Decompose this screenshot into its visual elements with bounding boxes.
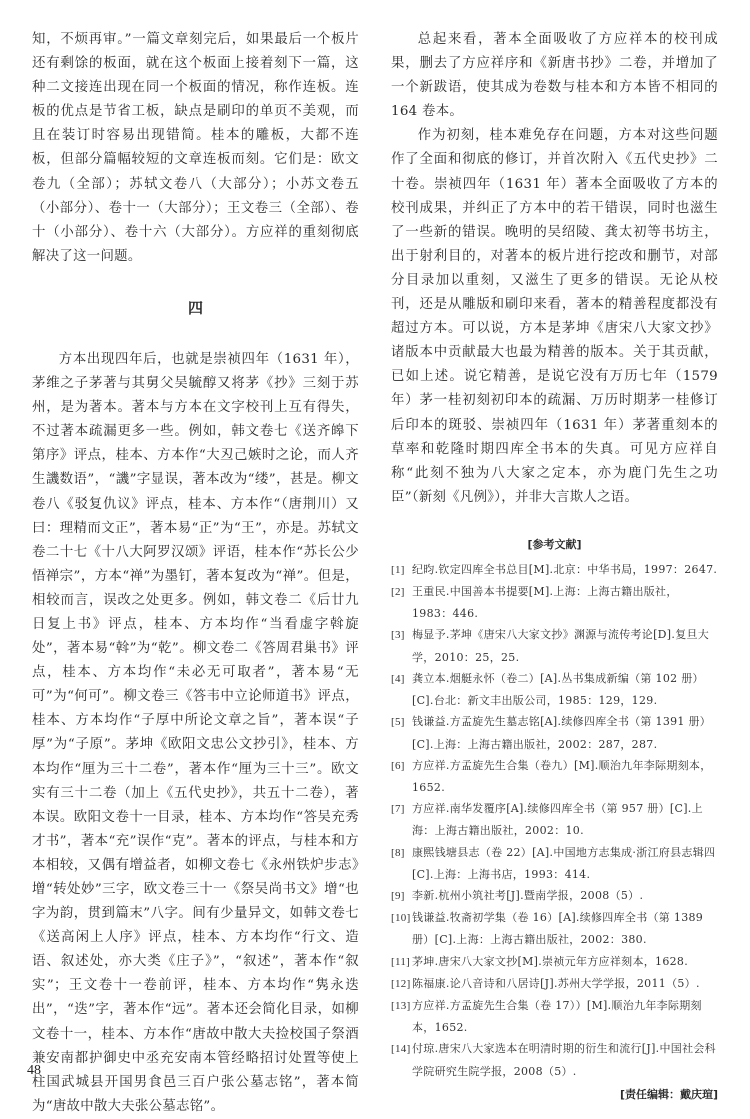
- reference-item: [391, 1038, 718, 1081]
- reference-number: [6]: [391, 759, 405, 772]
- references-list: [391, 559, 718, 1082]
- section-heading: 四: [187, 298, 203, 317]
- reference-number: [2]: [391, 586, 405, 599]
- reference-text: 龚立本.烟艇永怀（卷二）[A].丛书集成新编（第 102 册）[C].台北：新文丰出版公司，1985：129，129.: [412, 671, 704, 708]
- reference-text: 李新.杭州小筑社考[J].暨南学报，2008（5）.: [412, 888, 644, 902]
- reference-item: [391, 559, 718, 581]
- reference-text: 付琼.唐宋八大家选本在明清时期的衍生和流行[J].中国社会科学院研究生院学报，2008（5）.: [412, 1042, 716, 1078]
- reference-number: [9]: [391, 889, 405, 902]
- reference-item: [391, 798, 718, 841]
- reference-number: [1]: [391, 563, 405, 576]
- reference-number: [13]: [391, 999, 411, 1012]
- reference-text: 陈福康.论八音诗和八居诗[J].苏州大学学报，2011（5）.: [412, 976, 700, 990]
- reference-number: [10]: [391, 912, 411, 925]
- reference-text: 纪昀.钦定四库全书总目[M].北京：中华书局，1997：2647.: [412, 562, 718, 576]
- reference-item: [391, 624, 718, 667]
- reference-item: [391, 995, 718, 1038]
- right-column: [391, 28, 718, 1104]
- reference-text: 方应祥.方孟旋先生合集（卷九）[M].顺治九年李际期刻本，1652.: [412, 758, 712, 794]
- reference-number: [4]: [391, 672, 405, 685]
- reference-text: 梅显予.茅坤《唐宋八大家文抄》渊源与流传考论[D].复旦大学，2010：25，25.: [412, 628, 710, 664]
- body-paragraph: 总起来看，著本全面吸收了方应祥本的校刊成果，删去了方应祥序和《新唐书抄》二卷，并增加了一个新跋语，使其成为卷数与桂本和方本皆不相同的 164 卷本。: [391, 32, 718, 120]
- reference-number: [12]: [391, 977, 411, 990]
- reference-number: [7]: [391, 803, 405, 816]
- references-title: [参考文献]: [527, 537, 582, 551]
- reference-text: 钱谦益.方孟旋先生墓志铭[A].续修四库全书（第 1391 册）[C].上海：上海古籍出版社，2002：287，287.: [412, 715, 712, 751]
- reference-number: [8]: [391, 846, 405, 859]
- body-paragraph: 方本出现四年后，也就是崇祯四年（1631 年），茅维之子茅著与其舅父吴毓醇又将茅《抄》三刻于苏州，是为著本。著本与方本在文字校刊上互有得失，不过著本疏漏更多一些。例如，韩文卷七《送齐皞下第序》评点，桂本、方本作“大丒己嫉时之论，而人齐生譏数语”，“譏”字显误，著本改为“缕”，甚是。柳文卷八《驳复仇议》评点，桂本、方本作“（唐荆川）又曰：理精而文正”，著本易“正”为“王”，亦是。苏轼文卷二十七《十八大阿罗汉颂》评语，桂本作“苏长公少悟禅宗”，方本“禅”为墨钉，著本复改为“禅”。但是，相较而言，误改之处更多。例如，韩文卷二《后廿九日复上书》评点，桂本、方本均作“当看虚字斡旋处”，著本易“斡”为“乾”。柳文卷二《答周君巢书》评点，桂本、方本均作“未必无可取者”，著本易“无可”为“何可”。柳文卷三《答韦中立论师道书》评点，桂本、方本均作“子厚中所论文章之旨”，著本误“子厚”为“子原”。茅坤《欧阳文忠公文抄引》，桂本、方本均作“厘为三十二卷”，著本作“厘为三十三”。欧文实有三十二卷（加上《五代史抄》，共五十二卷），著本误。欧阳文卷十一目录，桂本、方本均作“答吴充秀才书”，著本“充”误作“克”。著本的评点，与桂本和方本相较，又偶有增益者，如柳文卷七《永州铁炉步志》增“转处妙”三字，欧文卷三十一《祭吴尚书文》增“也字为韵，贯到篇末”八字。间有少量异文，如韩文卷七《送高闲上人序》评点，桂本、方本均作“行文、造语、叙述处，亦大类《庄子》”，“叙述”，著本作“叙实”；王文卷十一卷前评，桂本、方本均作“隽永迭出”，“迭”字，著本作“远”。著本还会简化目录，如柳文卷十一，桂本、方本作“唐故中散大夫捡校国子祭酒兼安南都护御史中丞充安南本管经略招讨处置等使上柱国武城县开国男食邑三百户张公墓志铭”，著本简为“唐故中散大夫张公墓志铭”。: [32, 351, 359, 1114]
- editor-note: [责任编辑：戴庆瑄]: [619, 1087, 718, 1101]
- reference-item: [391, 842, 718, 885]
- reference-text: 钱谦益.牧斋初学集（卷 16）[A].续修四库全书（第 1389 册）[C].上海：上海古籍出版社，2002：380.: [412, 911, 704, 947]
- reference-text: 方应祥.南华发覆序[A].续修四库全书（第 957 册）[C].上海：上海古籍出版社，2002：10.: [412, 802, 703, 838]
- reference-text: 康熙钱塘县志（卷 22）[A].中国地方志集成·浙江府县志辑四[C].上海：上海书店，1993：414.: [412, 845, 716, 881]
- reference-item: [391, 951, 718, 973]
- reference-text: 方应祥.方孟旋先生合集（卷 17））[M].顺治九年李际期刻本，1652.: [412, 998, 702, 1035]
- reference-item: [391, 711, 718, 754]
- page-number: 48: [27, 1063, 41, 1078]
- reference-item: [391, 973, 718, 995]
- reference-item: [391, 885, 718, 907]
- reference-number: [11]: [391, 955, 411, 968]
- reference-item: [391, 755, 718, 798]
- reference-number: [14]: [391, 1043, 411, 1056]
- reference-item: [391, 581, 718, 624]
- reference-text: 茅坤.唐宋八大家文抄[M].崇祯元年方应祥刻本，1628.: [412, 954, 689, 968]
- reference-text: 王重民.中国善本书提要[M].上海：上海古籍出版社，1983：446.: [412, 585, 678, 621]
- reference-item: [391, 907, 718, 950]
- reference-number: [5]: [391, 716, 405, 729]
- body-paragraph: 知，不烦再审。”一篇文章刻完后，如果最后一个板片还有剩馀的板面，就在这个板面上接着刻下一篇，这种二文接连出现在同一个板面的情况，称作连板。连板的优点是节省工板，缺点是刷印的单页不美观，而且在装订时容易出现错简。桂本的雕板，大都不连板，但部分篇幅较短的文章连板而刻。它们是：欧文卷九（全部）；苏轼文卷八（大部分）；小苏文卷五（小部分）、卷十一（大部分）；王文卷三（全部）、卷十（小部分）、卷十六（大部分）。方应祥的重刻彻底解决了这一问题。: [32, 32, 359, 264]
- left-column: [32, 28, 359, 1119]
- reference-number: [3]: [391, 629, 405, 642]
- reference-item: [391, 668, 718, 711]
- body-paragraph: 作为初刻，桂本难免存在问题，方本对这些问题作了全面和彻底的修订，并首次附入《五代史抄》二十卷。崇祯四年（1631 年）著本全面吸收了方本的校刊成果，并纠正了方本中的若干错误，同时也滋生了一些新的错误。晚明的吴绍陵、龚太初等书坊主，出于射利目的，对著本的板片进行挖改和删节，对部分目录加以重刻，又滋生了更多的错误。无论从校刊，还是从雕版和刷印来看，著本的精善程度都没有超过方本。可以说，方本是茅坤《唐宋八大家文抄》诸版本中贡献最大也最为精善的版本。关于其贡献，已如上述。说它精善，是说它没有万历七年（1579 年）茅一桂初刻初印本的疏漏、万历时期茅一桂修订后印本的斑驳、崇祯四年（1631 年）茅著重刻本的草率和乾隆时期四库全书本的失真。可见方应祥自称“此刻不独为八大家之定本，亦为鹿门先生之功臣”（新刻《凡例》），并非大言欺人之语。: [391, 128, 718, 505]
